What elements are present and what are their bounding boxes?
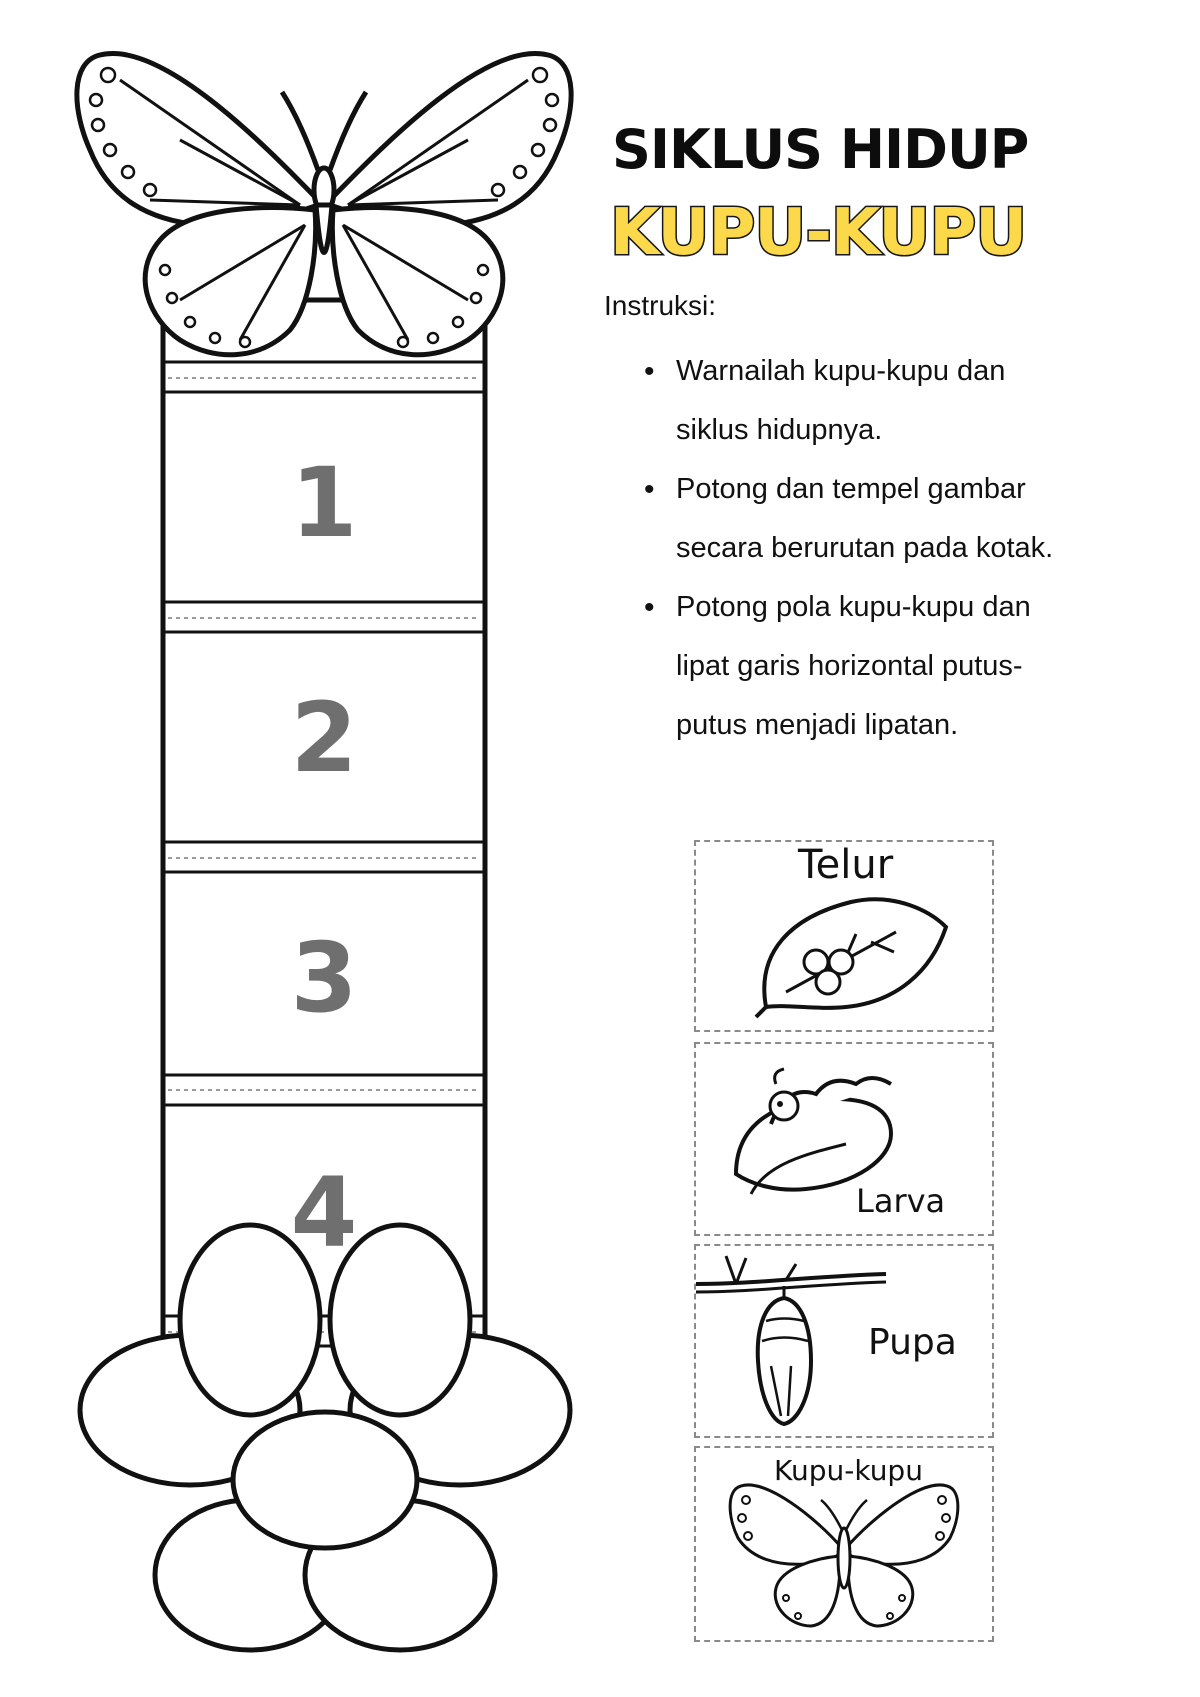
butterfly-icon <box>696 1448 992 1640</box>
card-label-pupa: Pupa <box>868 1322 957 1363</box>
instructions-heading: Instruksi: <box>604 290 717 321</box>
box-number-3: 3 <box>290 922 358 1034</box>
title-line-1: SIKLUS HIDUP <box>612 118 1029 181</box>
card-label-kupu-kupu: Kupu-kupu <box>774 1454 923 1487</box>
card-label-larva: Larva <box>856 1182 946 1220</box>
box-number-4: 4 <box>290 1157 358 1269</box>
caterpillar-on-leaf-icon <box>696 1044 992 1234</box>
card-telur[interactable] <box>694 840 994 1032</box>
egg-on-leaf-icon <box>696 842 992 1030</box>
card-label-telur: Telur <box>798 842 894 888</box>
box-number-2: 2 <box>290 682 358 794</box>
instruction-item: • Potong dan tempel gambar secara berurutan pada kotak. <box>644 473 1054 564</box>
box-number-1: 1 <box>290 447 358 559</box>
instruction-item: • Potong pola kupu-kupu dan lipat garis horizontal putus-putus menjadi lipatan. <box>644 591 1031 741</box>
instructions-list <box>640 342 1080 755</box>
title-line-2: KUPU-KUPU <box>610 196 1027 270</box>
card-kupu-kupu[interactable] <box>694 1446 994 1642</box>
instruction-item: • Warnailah kupu-kupu dan siklus hidupnya. <box>644 355 1006 446</box>
card-pupa[interactable] <box>694 1244 994 1438</box>
card-larva[interactable] <box>694 1042 994 1236</box>
